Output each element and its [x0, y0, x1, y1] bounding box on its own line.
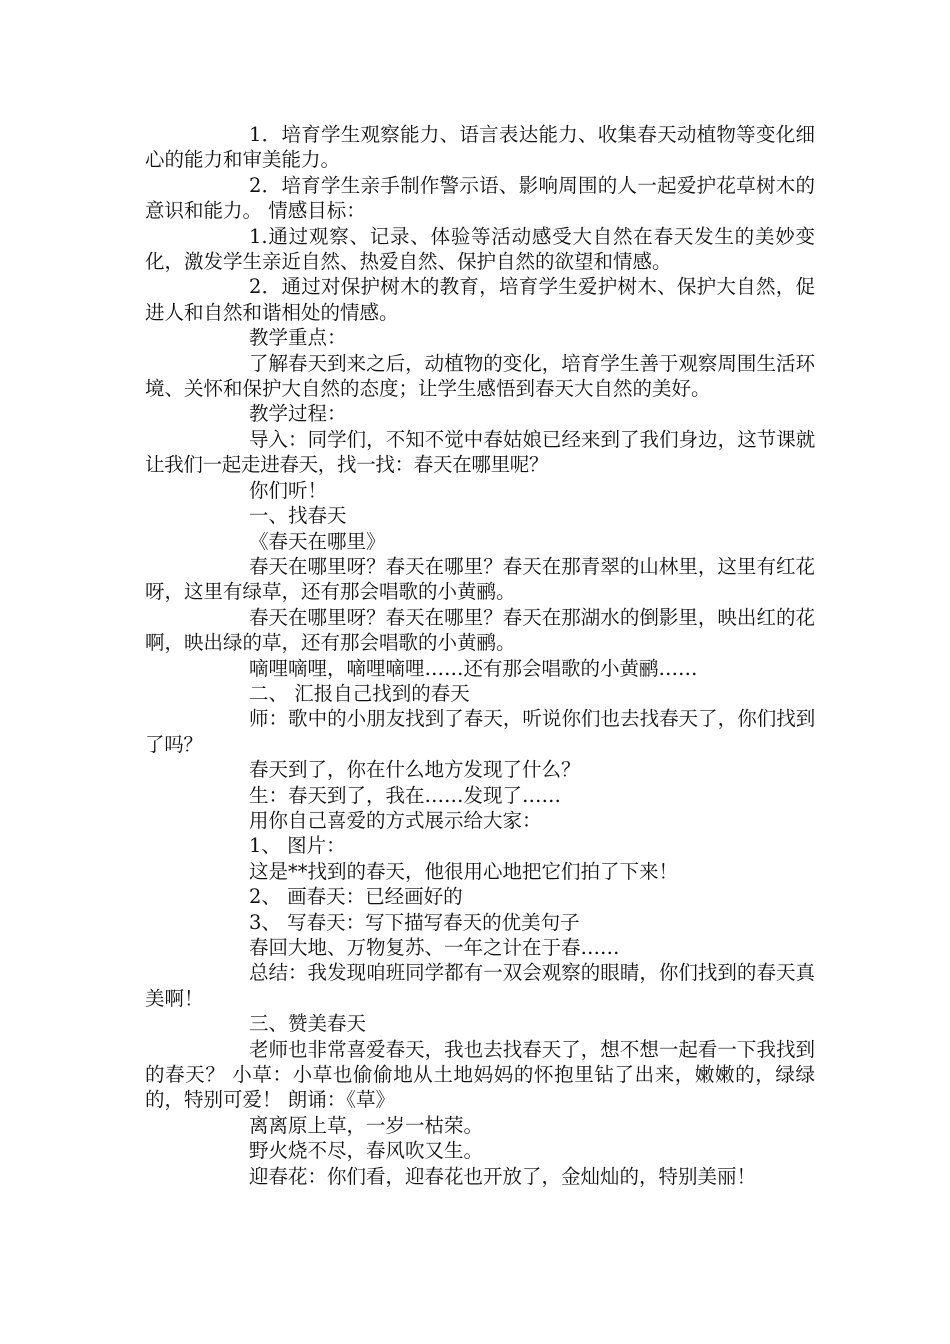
paragraph-emotion-1: 1.通过观察、记录、体验等活动感受大自然在春天发生的美妙变化，激发学生亲近自然、热爱自然、保护自然的欲望和情感。 — [145, 224, 815, 274]
paragraph-teacher-question: 师：歌中的小朋友找到了春天，听说你们也去找春天了，你们找到了吗？ — [145, 707, 815, 756]
heading-section-1: 一、找春天 — [249, 504, 347, 528]
heading-section-2: 二、 汇报自己找到的春天 — [249, 681, 470, 705]
paragraph-phrases: 春回大地、万物复苏、一年之计在于春…… — [249, 936, 620, 959]
heading-section-3: 三、赞美春天 — [249, 1012, 367, 1036]
paragraph-question: 春天到了，你在什么地方发现了什么？ — [249, 758, 581, 782]
paragraph-listen: 你们听！ — [249, 478, 328, 502]
song-verse-2: 春天在哪里呀？春天在哪里？春天在那湖水的倒影里，映出红的花啊，映出绿的草，还有那会唱歌的小黄鹂。 — [145, 605, 815, 655]
paragraph-pictures-note: 这是**找到的春天，他很用心地把它们拍了下来！ — [249, 859, 679, 883]
paragraph-key-points: 了解春天到来之后，动植物的变化，培育学生善于观察周围生活环境、关怀和保护大自然的态度；让学生感悟到春天大自然的美好。 — [145, 351, 815, 401]
poem-line-1: 离离原上草，一岁一枯荣。 — [249, 1113, 484, 1137]
song-verse-1: 春天在哪里呀？春天在哪里？春天在那青翠的山林里，这里有红花呀，这里有绿草，还有那会唱歌的小黄鹂。 — [145, 554, 815, 604]
document-body — [145, 122, 815, 1189]
heading-teaching-process: 教学过程： — [249, 402, 347, 426]
paragraph-student-answer: 生：春天到了，我在……发现了…… — [249, 783, 562, 807]
poem-line-2: 野火烧不尽，春风吹又生。 — [249, 1139, 484, 1163]
paragraph-emotion-2: 2．通过对保护树木的教育，培育学生爱护树木、保护大自然，促进人和自然和谐相处的情感。 — [145, 275, 815, 324]
list-item-draw: 2、 画春天：已经画好的 — [249, 885, 463, 909]
song-refrain: 嘀哩嘀哩，嘀哩嘀哩……还有那会唱歌的小黄鹂…… — [249, 656, 698, 680]
paragraph-introduction: 导入：同学们，不知不觉中春姑娘已经来到了我们身边，这节课就让我们一起走进春天，找一找：春天在哪里呢？ — [145, 427, 815, 477]
paragraph-objective-2: 2．培育学生亲手制作警示语、影响周围的人一起爱护花草树木的意识和能力。 情感目标： — [145, 173, 815, 223]
list-item-pictures: 1、 图片： — [249, 834, 346, 858]
paragraph-winter-jasmine: 迎春花：你们看，迎春花也开放了，金灿灿的，特别美丽！ — [249, 1164, 757, 1188]
paragraph-show-method: 用你自己喜爱的方式展示给大家： — [249, 808, 542, 832]
paragraph-objective-1: 1．培育学生观察能力、语言表达能力、收集春天动植物等变化细心的能力和审美能力。 — [145, 123, 815, 172]
paragraph-summary: 总结：我发现咱班同学都有一双会观察的眼睛，你们找到的春天真美啊！ — [145, 961, 815, 1010]
list-item-write: 3、 写春天：写下描写春天的优美句子 — [249, 910, 580, 934]
paragraph-grass: 老师也非常喜爱春天，我也去找春天了，想不想一起看一下我找到的春天？ 小草：小草也偷偷地从土地妈妈的怀抱里钻了出来，嫩嫩的，绿绿的，特别可爱！ 朗诵：《草》 — [145, 1037, 815, 1112]
heading-key-points: 教学重点： — [249, 326, 347, 350]
song-title: 《春天在哪里》 — [249, 529, 386, 553]
